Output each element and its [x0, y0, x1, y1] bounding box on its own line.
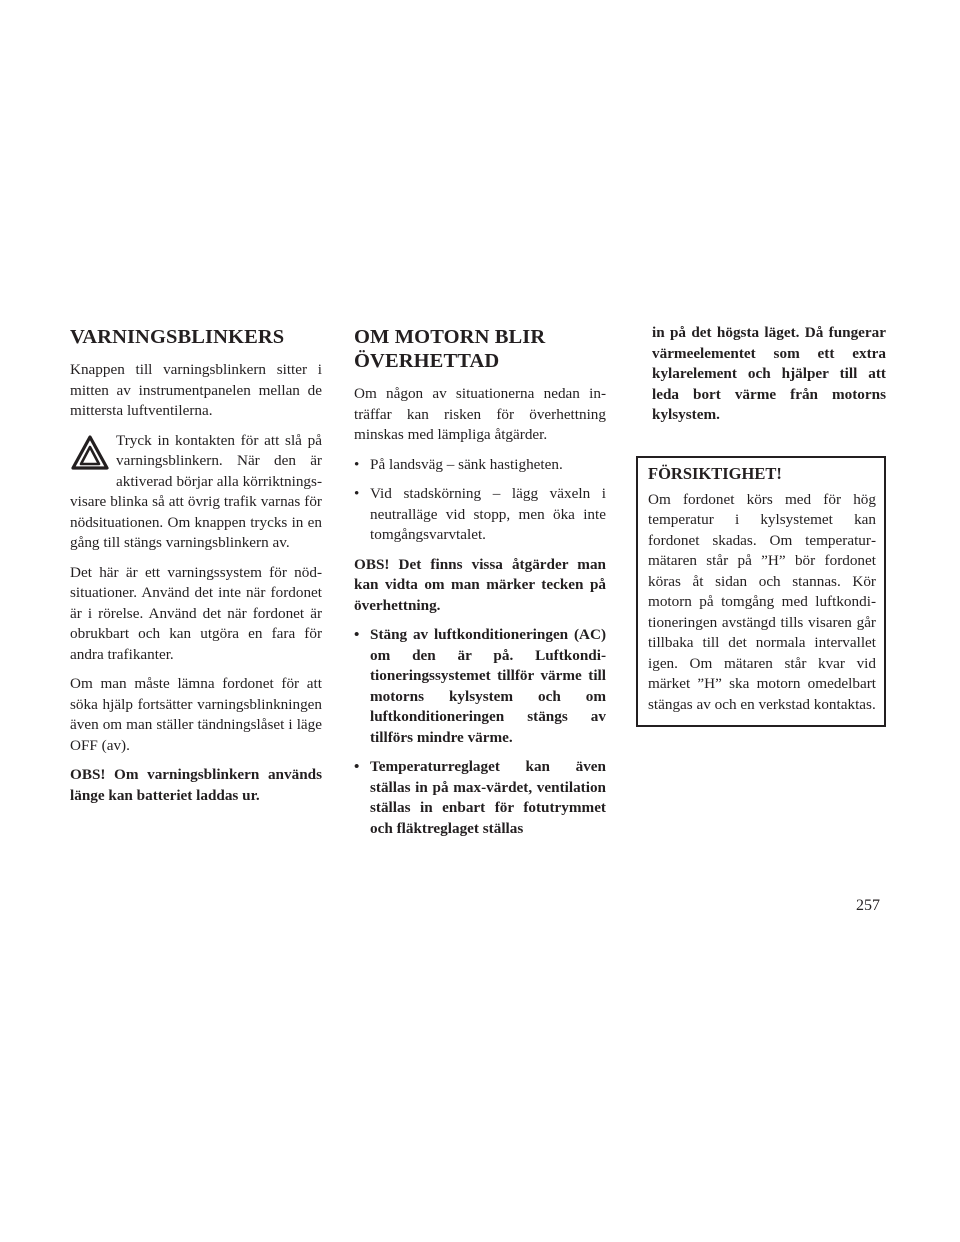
overheating-tips-list [354, 455, 606, 546]
bullet-symbol: • [354, 485, 360, 502]
list-item: • Vid stadskörning – lägg växeln i neutralläge vid stopp, men öka inte tomgångsvarvtalet. [354, 485, 606, 543]
paragraph-switch-location: Knappen till varningsblinkern sitter i mitten av instrumentpanelen mellan de mittersta luftventilerna. [70, 361, 322, 419]
paragraph-leave-vehicle: Om man måste lämna fordonet för att söka hjälp fortsätter varningsblinkningen även om man ställer tändningslåset i läge OFF (av). [70, 675, 322, 754]
bullet-symbol: • [354, 626, 360, 643]
caution-title: FÖRSIKTIGHET! [648, 463, 782, 483]
column-hazard-warning [70, 325, 322, 815]
bullet-symbol: • [354, 455, 360, 473]
caution-box [636, 456, 886, 728]
paragraph-overheating-intro: Om någon av situationerna nedan inträffar kan risken för överhettning minskas med lämpliga åtgärder. [354, 385, 606, 443]
section-heading-overheating: OM MOTORN BLIR ÖVERHETTAD [354, 326, 546, 372]
paragraph-activation [70, 431, 322, 554]
bullet-symbol: • [354, 758, 360, 775]
column-engine-overheating [354, 325, 606, 848]
section-heading-hazard-warning: VARNINGSBLINKERS [70, 326, 285, 348]
caution-text: Om fordonet körs med för hög temperatur i kylsystemet kan fordonet skadas. Om temperaturmätaren står på ”H” bör fordonet köras åt sidan och stannas. Kör motorn på tomgång med luftkonditioneringen avstängd tills visaren går tillbaka till det normala intervallet igen. Om mätaren står kvar vid märket ”H” ska motorn omedelbart stängas av och en verkstad kontaktas. [648, 490, 876, 713]
note-overheating-actions: OBS! Det finns vissa åtgärder man kan vidta om man märker tecken på överhettning. [354, 555, 606, 614]
paragraph-activation-text: Tryck in kontakten för att slå på varningsblinkern. När den är aktiverad börjar alla körriktningsvisare blinka så att övrig trafik varnas för nödsituationen. Om knappen trycks in en gång till stängs varningsblinkern av. [70, 431, 322, 551]
note-battery: OBS! Om varningsblinkern används länge kan batteriet laddas ur. [70, 766, 322, 804]
list-item: • På landsväg – sänk hastigheten. [354, 455, 606, 476]
paragraph-emergency-use: Det här är ett varningssystem för nödsituationer. Använd det inte när fordonet är i rörelse. Använd det när fordonet är obrukbart och kan utgöra en fara för andra trafikanter. [70, 563, 322, 663]
hazard-warning-triangle-icon [70, 433, 110, 473]
list-item-continuation: in på det högsta läget. Då fungerar värmeelementet som ett extra kylarelement och hjälper till att leda bort värme från motorns kylsystem. [652, 324, 886, 423]
column-continuation [636, 323, 886, 727]
list-item: • Temperaturreglaget kan även ställas in på max-värdet, ventilation ställas in enbart för fotutrymmet och fläktreglaget ställas [354, 758, 606, 837]
overheating-actions-list [354, 625, 606, 839]
list-item: • Stäng av luftkonditioneringen (AC) om den är på. Luftkonditioneringssystemet tillför värme till motorns kylsystem och om luftkonditioneringen stängs av tillförs mindre värme. [354, 626, 606, 746]
page-number: 257 [856, 897, 880, 914]
